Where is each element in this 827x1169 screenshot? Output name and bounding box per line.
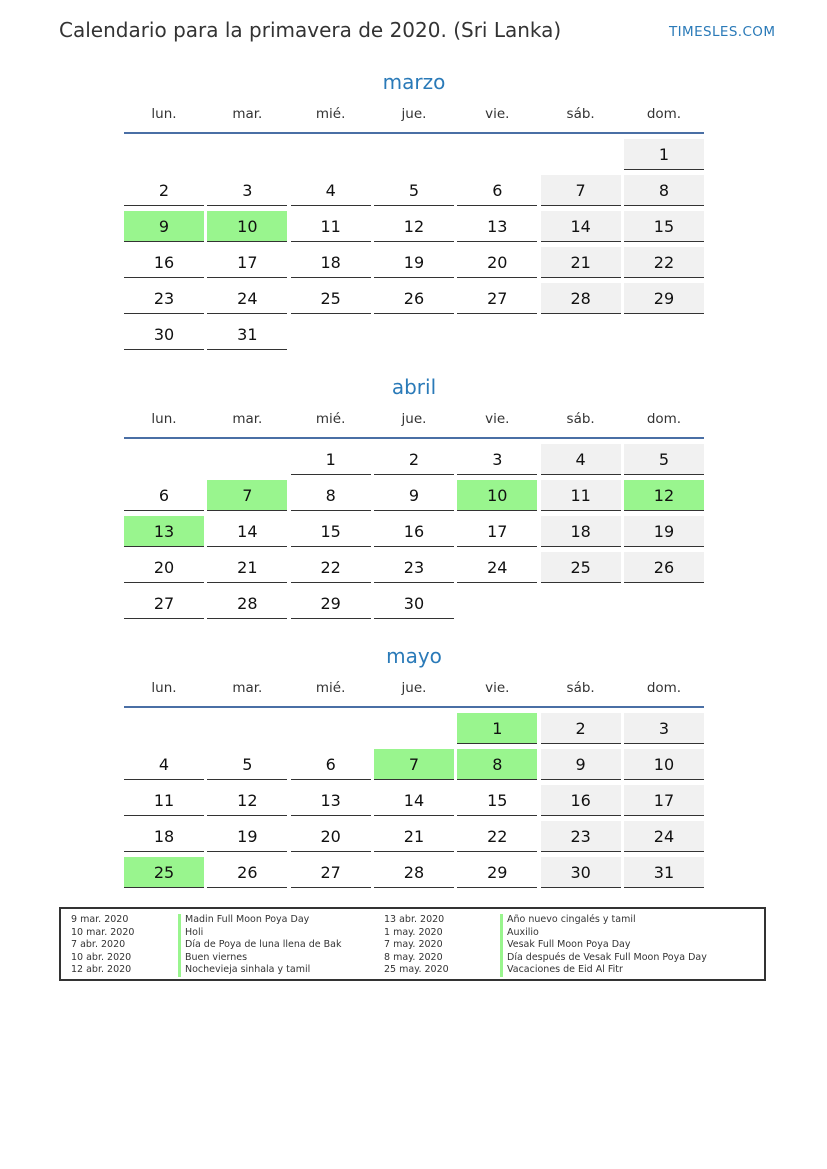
empty-cell [207,713,287,744]
day-cell: 6 [457,175,537,206]
day-cell: 20 [124,552,204,583]
legend-holiday-name: Buen viernes [178,952,342,965]
legend-names-left [178,914,342,977]
weekday-label: vie. [485,411,510,427]
holiday-day-cell: 12 [624,480,704,511]
weekday-label: mié. [315,411,346,427]
weekday-label: sáb. [566,106,595,122]
holiday-day-cell: 10 [207,211,287,242]
day-cell: 8 [291,480,371,511]
day-cell: 21 [374,821,454,852]
weekday-label: dom. [646,106,682,122]
legend-date: 8 may. 2020 [384,951,443,963]
day-cell: 3 [457,444,537,475]
legend-date: 10 abr. 2020 [71,951,132,963]
weekend-day-cell: 5 [624,444,704,475]
page-title: Calendario para la primavera de 2020. (Sri Lanka) [59,18,562,42]
day-cell: 28 [374,857,454,888]
day-cell: 3 [207,175,287,206]
legend-holiday-name: Vesak Full Moon Poya Day [500,939,707,952]
weekday-label: lun. [151,680,177,696]
weekend-day-cell: 2 [541,713,621,744]
day-cell: 15 [291,516,371,547]
legend-date: 13 abr. 2020 [384,914,445,925]
weekday-label: lun. [151,411,177,427]
holiday-day-cell: 10 [457,480,537,511]
weekday-label: jue. [401,106,427,122]
weekend-day-cell: 17 [624,785,704,816]
holiday-legend [59,907,766,981]
month-title: marzo [382,70,446,94]
weekend-day-cell: 4 [541,444,621,475]
day-grid [124,139,704,350]
day-cell: 24 [457,552,537,583]
weekend-day-cell: 30 [541,857,621,888]
weekend-day-cell: 11 [541,480,621,511]
legend-date: 9 mar. 2020 [71,914,129,925]
day-cell: 2 [374,444,454,475]
weekend-day-cell: 7 [541,175,621,206]
day-cell: 5 [374,175,454,206]
weekend-day-cell: 16 [541,785,621,816]
day-cell: 30 [374,588,454,619]
weekend-day-cell: 3 [624,713,704,744]
weekend-day-cell: 1 [624,139,704,170]
day-cell: 29 [291,588,371,619]
legend-holiday-name: Vacaciones de Eid Al Fitr [500,964,707,977]
day-cell: 16 [124,247,204,278]
day-cell: 22 [291,552,371,583]
weekday-label: vie. [485,106,510,122]
empty-cell [374,713,454,744]
day-cell: 25 [291,283,371,314]
legend-holiday-name: Año nuevo cingalés y tamil [500,914,707,927]
weekday-label: mié. [315,680,346,696]
day-cell: 19 [207,821,287,852]
weekday-label: mar. [232,411,263,427]
empty-cell [124,444,204,475]
day-cell: 17 [457,516,537,547]
day-cell: 15 [457,785,537,816]
day-cell: 4 [124,749,204,780]
weekday-label: mar. [232,106,263,122]
day-cell: 23 [124,283,204,314]
legend-date: 1 may. 2020 [384,926,443,938]
day-cell: 24 [207,283,287,314]
day-cell: 14 [374,785,454,816]
weekday-label: jue. [401,680,427,696]
legend-date: 25 may. 2020 [384,964,449,975]
weekend-day-cell: 10 [624,749,704,780]
weekend-day-cell: 18 [541,516,621,547]
weekend-day-cell: 23 [541,821,621,852]
weekend-day-cell: 14 [541,211,621,242]
day-cell: 26 [207,857,287,888]
month-title: abril [391,375,437,399]
day-cell: 21 [207,552,287,583]
day-cell: 19 [374,247,454,278]
holiday-day-cell: 13 [124,516,204,547]
day-grid [124,444,704,619]
empty-cell [124,139,204,170]
day-cell: 5 [207,749,287,780]
weekend-day-cell: 21 [541,247,621,278]
day-cell: 30 [124,319,204,350]
legend-date: 7 abr. 2020 [71,939,126,950]
holiday-day-cell: 8 [457,749,537,780]
day-cell: 27 [457,283,537,314]
day-cell: 23 [374,552,454,583]
legend-names-right [500,914,707,977]
weekday-label: lun. [151,106,177,122]
holiday-day-cell: 9 [124,211,204,242]
month-may [124,644,704,888]
legend-holiday-name: Holi [178,927,342,940]
header-rule [124,132,704,134]
day-cell: 18 [124,821,204,852]
day-cell: 2 [124,175,204,206]
weekday-label: sáb. [566,411,595,427]
holiday-day-cell: 7 [374,749,454,780]
day-cell: 11 [291,211,371,242]
weekend-day-cell: 26 [624,552,704,583]
empty-cell [457,139,537,170]
day-cell: 13 [457,211,537,242]
legend-date: 7 may. 2020 [384,939,443,950]
day-cell: 12 [374,211,454,242]
empty-cell [291,139,371,170]
empty-cell [374,139,454,170]
holiday-day-cell: 1 [457,713,537,744]
legend-dates-right [384,914,449,977]
weekend-day-cell: 31 [624,857,704,888]
day-cell: 9 [374,480,454,511]
holiday-day-cell: 25 [124,857,204,888]
month-march [124,70,704,350]
holiday-day-cell: 7 [207,480,287,511]
weekday-label: mié. [315,106,346,122]
weekday-label: mar. [232,680,263,696]
day-cell: 6 [291,749,371,780]
day-cell: 28 [207,588,287,619]
empty-cell [207,444,287,475]
day-cell: 31 [207,319,287,350]
legend-holiday-name: Día después de Vesak Full Moon Poya Day [500,952,707,965]
weekend-day-cell: 8 [624,175,704,206]
day-cell: 26 [374,283,454,314]
weekday-label: dom. [646,411,682,427]
legend-holiday-name: Día de Poya de luna llena de Bak [178,939,342,952]
day-cell: 18 [291,247,371,278]
day-grid [124,713,704,888]
day-cell: 12 [207,785,287,816]
header-rule [124,437,704,439]
weekday-label: sáb. [566,680,595,696]
legend-holiday-name: Auxilio [500,927,707,940]
weekend-day-cell: 9 [541,749,621,780]
legend-holiday-name: Madin Full Moon Poya Day [178,914,342,927]
weekend-day-cell: 29 [624,283,704,314]
day-cell: 20 [291,821,371,852]
weekend-day-cell: 15 [624,211,704,242]
weekend-day-cell: 28 [541,283,621,314]
weekday-label: jue. [401,411,427,427]
day-cell: 29 [457,857,537,888]
month-title: mayo [386,644,442,668]
day-cell: 27 [124,588,204,619]
day-cell: 11 [124,785,204,816]
day-cell: 20 [457,247,537,278]
day-cell: 27 [291,857,371,888]
weekday-header [124,409,704,429]
empty-cell [291,713,371,744]
legend-holiday-name: Nochevieja sinhala y tamil [178,964,342,977]
day-cell: 17 [207,247,287,278]
empty-cell [207,139,287,170]
brand-link[interactable]: TIMESLES.COM [669,24,776,40]
legend-dates-left [71,914,134,977]
weekend-day-cell: 19 [624,516,704,547]
day-cell: 13 [291,785,371,816]
day-cell: 4 [291,175,371,206]
day-cell: 16 [374,516,454,547]
legend-date: 12 abr. 2020 [71,964,132,975]
legend-date: 10 mar. 2020 [71,926,135,938]
empty-cell [124,713,204,744]
header-rule [124,706,704,708]
weekday-label: dom. [646,680,682,696]
empty-cell [541,139,621,170]
weekday-label: vie. [485,680,510,696]
weekday-header [124,678,704,698]
weekend-day-cell: 24 [624,821,704,852]
day-cell: 22 [457,821,537,852]
weekend-day-cell: 22 [624,247,704,278]
weekend-day-cell: 25 [541,552,621,583]
weekday-header [124,104,704,124]
day-cell: 6 [124,480,204,511]
month-april [124,375,704,619]
day-cell: 14 [207,516,287,547]
day-cell: 1 [291,444,371,475]
